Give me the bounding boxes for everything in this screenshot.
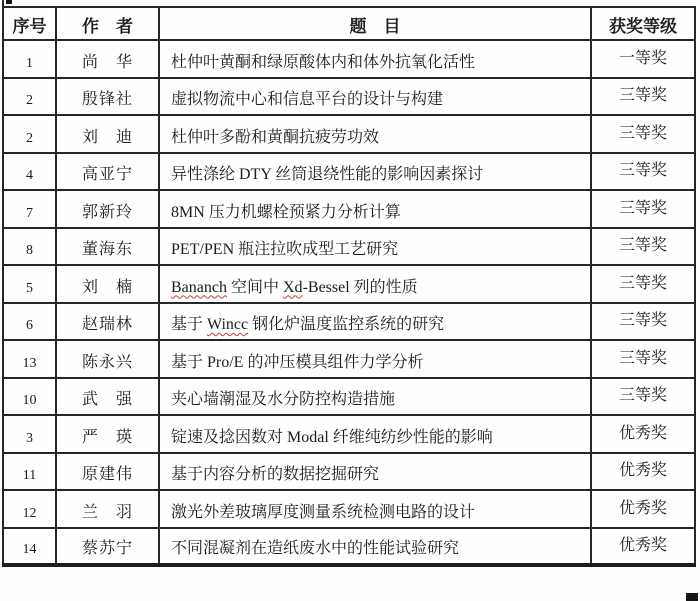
cell-award: 三等奖 xyxy=(591,303,695,341)
cell-author: 董海东 xyxy=(56,228,159,266)
col-header-title: 题 目 xyxy=(159,7,591,40)
col-header-author: 作 者 xyxy=(56,7,159,40)
spellcheck-underline: Xd xyxy=(283,278,303,296)
table-row xyxy=(3,153,695,191)
cell-award: 优秀奖 xyxy=(591,453,695,491)
cell-award: 优秀奖 xyxy=(591,528,695,566)
cell-number: 7 xyxy=(3,190,56,228)
cell-author: 武 强 xyxy=(56,378,159,416)
cell-title: 基于 Wincc 钢化炉温度监控系统的研究 xyxy=(159,303,591,341)
cell-author: 兰 羽 xyxy=(56,490,159,528)
cell-author: 陈永兴 xyxy=(56,340,159,378)
cell-number: 6 xyxy=(3,303,56,341)
cell-title: 基于内容分析的数据挖掘研究 xyxy=(159,453,591,491)
cell-title: 杜仲叶多酚和黄酮抗疲劳功效 xyxy=(159,115,591,153)
cell-award: 三等奖 xyxy=(591,78,695,116)
table-row xyxy=(3,40,695,78)
cell-title: 不同混凝剂在造纸废水中的性能试验研究 xyxy=(159,528,591,566)
cell-title: 基于 Pro/E 的冲压模具组件力学分析 xyxy=(159,340,591,378)
table-row xyxy=(3,340,695,378)
cell-title: 杜仲叶黄酮和绿原酸体内和体外抗氧化活性 xyxy=(159,40,591,78)
cell-title: 夹心墙潮湿及水分防控构造措施 xyxy=(159,378,591,416)
cell-author: 刘 迪 xyxy=(56,115,159,153)
cell-number: 5 xyxy=(3,265,56,303)
cell-award: 一等奖 xyxy=(591,40,695,78)
cell-award: 三等奖 xyxy=(591,340,695,378)
spellcheck-underline: Wincc xyxy=(207,316,249,333)
col-header-award: 获奖等级 xyxy=(591,7,695,40)
header-row xyxy=(3,7,695,40)
cell-award: 三等奖 xyxy=(591,228,695,266)
cell-title: 虚拟物流中心和信息平台的设计与构建 xyxy=(159,78,591,116)
cell-number: 14 xyxy=(3,528,56,566)
cell-author: 刘 楠 xyxy=(56,265,159,303)
award-table xyxy=(2,6,696,567)
cell-award: 三等奖 xyxy=(591,190,695,228)
cell-author: 赵瑞林 xyxy=(56,303,159,341)
table-row xyxy=(3,115,695,153)
top-left-artifact-mark xyxy=(6,0,12,4)
table-row xyxy=(3,490,695,528)
cell-number: 13 xyxy=(3,340,56,378)
cell-award: 三等奖 xyxy=(591,153,695,191)
cell-number: 1 xyxy=(3,40,56,78)
cell-title: Bananch 空间中 Xd-Bessel 列的性质 xyxy=(159,265,591,303)
cell-number: 3 xyxy=(3,415,56,453)
table-row xyxy=(3,190,695,228)
cell-title: 锭速及捻因数对 Modal 纤维纯纺纱性能的影响 xyxy=(159,415,591,453)
cell-number: 2 xyxy=(3,115,56,153)
cell-number: 11 xyxy=(3,453,56,491)
table-row xyxy=(3,415,695,453)
bottom-right-artifact-mark xyxy=(686,593,698,601)
table-body xyxy=(3,40,695,565)
cell-award: 三等奖 xyxy=(591,378,695,416)
cell-number: 4 xyxy=(3,153,56,191)
cell-title: 异性涤纶 DTY 丝筒退绕性能的影响因素探讨 xyxy=(159,153,591,191)
cell-award: 优秀奖 xyxy=(591,415,695,453)
cell-award: 优秀奖 xyxy=(591,490,695,528)
table-row xyxy=(3,378,695,416)
col-header-number: 序号 xyxy=(3,7,56,40)
table-row xyxy=(3,228,695,266)
cell-author: 严 瑛 xyxy=(56,415,159,453)
cell-number: 12 xyxy=(3,490,56,528)
table-row xyxy=(3,78,695,116)
table-row xyxy=(3,453,695,491)
table-row xyxy=(3,265,695,303)
cell-award: 三等奖 xyxy=(591,265,695,303)
cell-title: 8MN 压力机螺栓预紧力分析计算 xyxy=(159,190,591,228)
cell-title: PET/PEN 瓶注拉吹成型工艺研究 xyxy=(159,228,591,266)
cell-author: 原建伟 xyxy=(56,453,159,491)
cell-author: 郭新玲 xyxy=(56,190,159,228)
cell-author: 殷锋社 xyxy=(56,78,159,116)
cell-author: 蔡苏宁 xyxy=(56,528,159,566)
cell-title: 激光外差玻璃厚度测量系统检测电路的设计 xyxy=(159,490,591,528)
cell-number: 10 xyxy=(3,378,56,416)
cell-author: 尚 华 xyxy=(56,40,159,78)
cell-number: 8 xyxy=(3,228,56,266)
cell-award: 三等奖 xyxy=(591,115,695,153)
table-row xyxy=(3,528,695,566)
spellcheck-underline: Bananch xyxy=(171,278,227,296)
cell-author: 高亚宁 xyxy=(56,153,159,191)
table-row xyxy=(3,303,695,341)
cell-number: 2 xyxy=(3,78,56,116)
